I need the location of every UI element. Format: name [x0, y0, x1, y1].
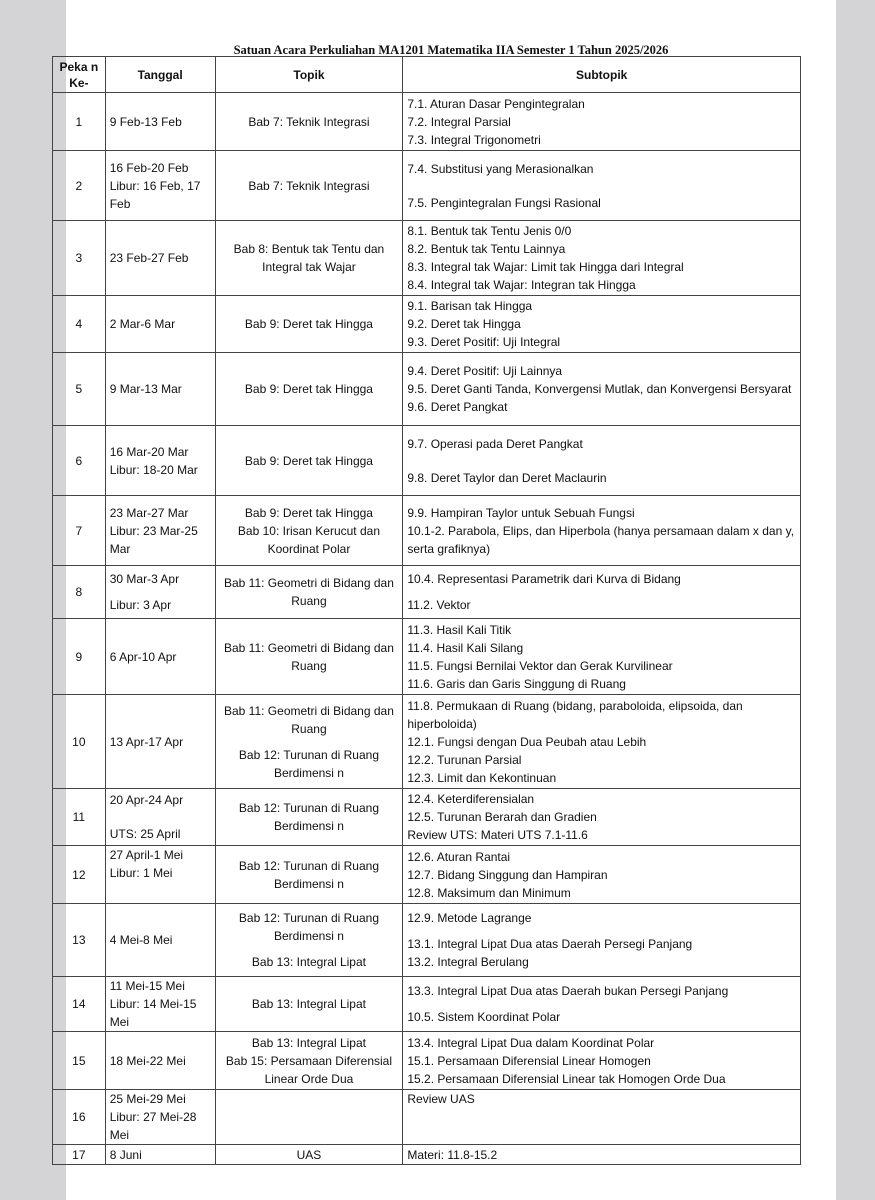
- week-number: 13: [53, 904, 106, 977]
- topic-cell: UAS: [215, 1145, 403, 1165]
- date-cell: 2 Mar-6 Mar: [105, 296, 215, 353]
- date-cell: 18 Mei-22 Mei: [105, 1032, 215, 1090]
- topic-cell: Bab 13: Integral Lipat: [215, 977, 403, 1032]
- week-number: 17: [53, 1145, 106, 1165]
- week-number: 5: [53, 353, 106, 426]
- document-title: Satuan Acara Perkuliahan MA1201 Matematika IIA Semester 1 Tahun 2025/2026: [233, 43, 669, 57]
- subtopic-cell: 9.4. Deret Positif: Uji Lainnya 9.5. Deret Ganti Tanda, Konvergensi Mutlak, dan Konvergensi Bersyarat 9.6. Deret Pangkat: [403, 353, 801, 426]
- topic-cell: [215, 1090, 403, 1145]
- date-cell: 16 Feb-20 Feb Libur: 16 Feb, 17 Feb: [105, 151, 215, 221]
- date-cell: 23 Mar-27 Mar Libur: 23 Mar-25 Mar: [105, 496, 215, 566]
- subtopic-cell: 9.7. Operasi pada Deret Pangkat 9.8. Deret Taylor dan Deret Maclaurin: [403, 426, 801, 496]
- table-row: [53, 789, 801, 846]
- week-number: 2: [53, 151, 106, 221]
- table-row: [53, 353, 801, 426]
- table-row: [53, 566, 801, 619]
- date-cell: 27 April-1 Mei Libur: 1 Mei: [105, 846, 215, 904]
- topic-cell: Bab 9: Deret tak Hingga: [215, 296, 403, 353]
- topic-cell: Bab 9: Deret tak Hingga: [215, 426, 403, 496]
- topic-cell: Bab 11: Geometri di Bidang dan Ruang Bab 12: Turunan di Ruang Berdimensi n: [215, 695, 403, 789]
- schedule-table: [52, 56, 801, 1165]
- week-number: 9: [53, 619, 106, 695]
- date-cell: 8 Juni: [105, 1145, 215, 1165]
- topic-cell: Bab 12: Turunan di Ruang Berdimensi n Bab 13: Integral Lipat: [215, 904, 403, 977]
- header-subtopic: Subtopik: [403, 57, 801, 93]
- table-row: [53, 221, 801, 296]
- topic-cell: Bab 12: Turunan di Ruang Berdimensi n: [215, 789, 403, 846]
- week-number: 8: [53, 566, 106, 619]
- week-number: 3: [53, 221, 106, 296]
- subtopic-cell: 13.3. Integral Lipat Dua atas Daerah bukan Persegi Panjang 10.5. Sistem Koordinat Polar: [403, 977, 801, 1032]
- week-number: 4: [53, 296, 106, 353]
- subtopic-cell: Materi: 11.8-15.2: [403, 1145, 801, 1165]
- date-cell: 9 Mar-13 Mar: [105, 353, 215, 426]
- topic-cell: Bab 8: Bentuk tak Tentu dan Integral tak Wajar: [215, 221, 403, 296]
- table-row: [53, 1032, 801, 1090]
- table-header-row: [53, 57, 801, 93]
- table-row: [53, 496, 801, 566]
- subtopic-cell: 12.4. Keterdiferensialan 12.5. Turunan Berarah dan Gradien Review UTS: Materi UTS 7.1-11.6: [403, 789, 801, 846]
- week-number: 10: [53, 695, 106, 789]
- table-row: [53, 619, 801, 695]
- date-cell: 23 Feb-27 Feb: [105, 221, 215, 296]
- subtopic-cell: 8.1. Bentuk tak Tentu Jenis 0/0 8.2. Bentuk tak Tentu Lainnya 8.3. Integral tak Wajar: Limit tak Hingga dari Integral 8.4. Integral tak Wajar: Integran tak Hingga: [403, 221, 801, 296]
- week-number: 7: [53, 496, 106, 566]
- topic-cell: Bab 11: Geometri di Bidang dan Ruang: [215, 566, 403, 619]
- subtopic-cell: 12.9. Metode Lagrange 13.1. Integral Lipat Dua atas Daerah Persegi Panjang 13.2. Integral Berulang: [403, 904, 801, 977]
- table-row: [53, 846, 801, 904]
- date-cell: 4 Mei-8 Mei: [105, 904, 215, 977]
- subtopic-cell: 9.9. Hampiran Taylor untuk Sebuah Fungsi 10.1-2. Parabola, Elips, dan Hiperbola (hanya persamaan dalam x dan y, serta grafiknya): [403, 496, 801, 566]
- topic-cell: Bab 9: Deret tak Hingga: [215, 353, 403, 426]
- header-topic: Topik: [215, 57, 403, 93]
- header-date: Tanggal: [105, 57, 215, 93]
- table-row: [53, 93, 801, 151]
- topic-cell: Bab 12: Turunan di Ruang Berdimensi n: [215, 846, 403, 904]
- subtopic-cell: Review UAS: [403, 1090, 801, 1145]
- table-row: [53, 426, 801, 496]
- subtopic-cell: 11.3. Hasil Kali Titik 11.4. Hasil Kali Silang 11.5. Fungsi Bernilai Vektor dan Gerak Kurvilinear 11.6. Garis dan Garis Singgung di Ruang: [403, 619, 801, 695]
- date-cell: 9 Feb-13 Feb: [105, 93, 215, 151]
- table-row: [53, 151, 801, 221]
- date-cell: 20 Apr-24 Apr UTS: 25 April: [105, 789, 215, 846]
- topic-cell: Bab 9: Deret tak Hingga Bab 10: Irisan Kerucut dan Koordinat Polar: [215, 496, 403, 566]
- date-cell: 25 Mei-29 Mei Libur: 27 Mei-28 Mei: [105, 1090, 215, 1145]
- table-row: [53, 977, 801, 1032]
- week-number: 16: [53, 1090, 106, 1145]
- table-row: [53, 1145, 801, 1165]
- subtopic-cell: 7.1. Aturan Dasar Pengintegralan 7.2. Integral Parsial 7.3. Integral Trigonometri: [403, 93, 801, 151]
- topic-cell: Bab 7: Teknik Integrasi: [215, 93, 403, 151]
- subtopic-cell: 13.4. Integral Lipat Dua dalam Koordinat Polar 15.1. Persamaan Diferensial Linear Homogen 15.2. Persamaan Diferensial Linear tak Homogen Orde Dua: [403, 1032, 801, 1090]
- table-row: [53, 695, 801, 789]
- date-cell: 6 Apr-10 Apr: [105, 619, 215, 695]
- topic-cell: Bab 13: Integral Lipat Bab 15: Persamaan Diferensial Linear Orde Dua: [215, 1032, 403, 1090]
- header-week: Peka n Ke-: [53, 57, 106, 93]
- subtopic-cell: 10.4. Representasi Parametrik dari Kurva di Bidang 11.2. Vektor: [403, 566, 801, 619]
- week-number: 12: [53, 846, 106, 904]
- topic-cell: Bab 11: Geometri di Bidang dan Ruang: [215, 619, 403, 695]
- date-cell: 13 Apr-17 Apr: [105, 695, 215, 789]
- week-number: 15: [53, 1032, 106, 1090]
- date-cell: 30 Mar-3 Apr Libur: 3 Apr: [105, 566, 215, 619]
- week-number: 1: [53, 93, 106, 151]
- subtopic-cell: 7.4. Substitusi yang Merasionalkan 7.5. Pengintegralan Fungsi Rasional: [403, 151, 801, 221]
- table-row: [53, 296, 801, 353]
- date-cell: 16 Mar-20 Mar Libur: 18-20 Mar: [105, 426, 215, 496]
- subtopic-cell: 11.8. Permukaan di Ruang (bidang, paraboloida, elipsoida, dan hiperboloida) 12.1. Fungsi dengan Dua Peubah atau Lebih 12.2. Turunan Parsial 12.3. Limit dan Kekontinuan: [403, 695, 801, 789]
- week-number: 14: [53, 977, 106, 1032]
- topic-cell: Bab 7: Teknik Integrasi: [215, 151, 403, 221]
- week-number: 11: [53, 789, 106, 846]
- date-cell: 11 Mei-15 Mei Libur: 14 Mei-15 Mei: [105, 977, 215, 1032]
- table-row: [53, 904, 801, 977]
- subtopic-cell: 9.1. Barisan tak Hingga 9.2. Deret tak Hingga 9.3. Deret Positif: Uji Integral: [403, 296, 801, 353]
- week-number: 6: [53, 426, 106, 496]
- table-row: [53, 1090, 801, 1145]
- subtopic-cell: 12.6. Aturan Rantai 12.7. Bidang Singgung dan Hampiran 12.8. Maksimum dan Minimum: [403, 846, 801, 904]
